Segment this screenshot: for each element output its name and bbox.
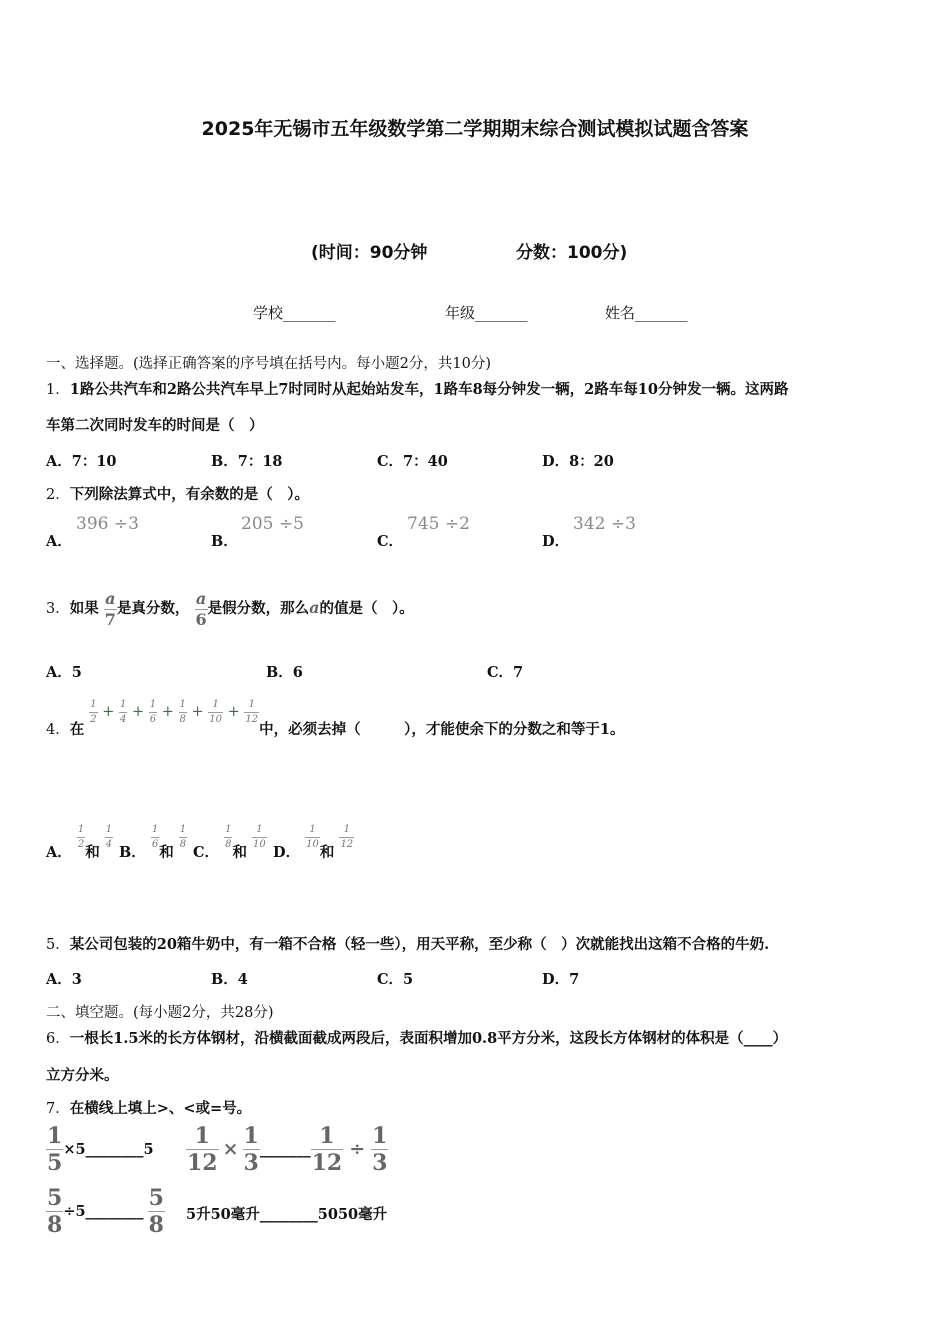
plus-sign: + [191,704,204,720]
numerator: a [105,588,116,608]
question-number: 4． [46,722,70,738]
q1-option-a[interactable]: A．7：10 [46,453,117,470]
fraction-1-12: $\frac{1}{12}$ [187,1122,218,1176]
fraction-1-12: $\frac{1}{12}$ [311,1122,343,1176]
question-text: 在横线上填上>、<或=号。 [69,1100,252,1117]
q5-option-b[interactable]: B．4 [211,971,248,988]
fraction-1-10: $\frac{1}{10}$ [306,823,319,850]
question-text-post: 是假分数，那么 [207,600,310,617]
question-text-post: 中，必须去掉（ ），才能使余下的分数之和等于1。 [259,721,625,738]
score-info: 分数：100分) [516,243,628,263]
q3-option-a[interactable]: A．5 [46,664,82,681]
question-number: 5． [46,937,70,953]
fraction-sum-expression [89,682,259,742]
plus-sign: + [227,704,240,720]
question-3 [46,578,414,638]
q2-expr-b: 205 ÷5 [241,514,304,534]
q7-row2-item2[interactable]: 5升50毫升________5050毫升 [186,1206,388,1223]
school-field[interactable]: 学校_______ [253,304,336,322]
question-number: 3． [46,601,70,617]
question-2 [46,483,309,504]
denominator: 7 [104,609,116,629]
fraction-1-12: $\frac{1}{12}$ [245,698,259,725]
question-text-pre: 如果 [69,600,99,617]
section-fill-heading: 二、填空题。(每小题2分，共28分) [46,1005,274,1021]
fraction-1-3: $\frac{1}{3}$ [372,1122,388,1176]
question-7 [46,1097,251,1118]
question-text: 1路公共汽车和2路公共汽车早上7时同时从起始站发车，1路车8每分钟发一辆，2路车每10分钟发一辆。这两路 [69,381,789,398]
q4-option-d[interactable]: D． $\frac{1}{10}$ 和 $\frac{1}{12}$ [273,823,354,861]
numerator: a [195,588,207,608]
question-1-line2: 车第二次同时发车的时间是（ ） [46,417,264,434]
q3-option-c[interactable]: C．7 [487,664,524,681]
plus-sign: + [161,704,174,720]
q4-option-b[interactable]: B． $\frac{1}{6}$ 和 $\frac{1}{8}$ [119,823,187,861]
q1-option-d[interactable]: D．8：20 [542,453,614,470]
question-1 [46,378,788,399]
fraction-1-4: $\frac{1}{4}$ [120,698,127,725]
fraction-1-8: $\frac{1}{8}$ [225,823,232,850]
question-5 [46,933,769,954]
question-text-pre: 在 [69,721,85,738]
q2-option-b[interactable]: B． [211,533,238,550]
question-number: 1． [46,382,70,398]
q2-expr-a: 396 ÷3 [76,514,139,534]
question-4 [46,700,624,760]
q2-expr-d: 342 ÷3 [573,514,636,534]
variable-a: a [309,598,320,617]
name-field[interactable]: 姓名_______ [605,304,688,322]
q5-option-a[interactable]: A．3 [46,971,82,988]
fraction-1-6: $\frac{1}{6}$ [151,823,159,850]
q7-row2-item1: $\frac{5}{8}$ ÷5________ $\frac{5}{8}$ [47,1184,164,1238]
fraction-1-10: $\frac{1}{10}$ [209,698,223,725]
fraction-a-over-6 [195,588,208,629]
question-text-mid: 是真分数， [116,600,190,617]
q2-option-c[interactable]: C． [377,533,404,550]
question-6-line2: 立方分米。 [46,1067,119,1084]
question-number: 6． [46,1031,70,1047]
fraction-1-12: $\frac{1}{12}$ [340,823,354,850]
time-info: (时间：90分钟 [311,243,428,263]
question-6 [46,1027,787,1048]
fraction-a-over-7 [104,588,117,629]
question-number: 7． [46,1101,70,1117]
fraction-1-2: $\frac{1}{2}$ [90,698,97,725]
question-number: 2． [46,487,70,503]
fraction-1-4: $\frac{1}{4}$ [105,823,113,850]
question-text: 一根长1.5米的长方体钢材，沿横截面截成两段后，表面积增加0.8平方分米，这段长方体钢材的体积是（____） [69,1030,788,1047]
q5-option-d[interactable]: D．7 [542,971,580,988]
denominator: 6 [195,609,207,629]
fraction-5-8: $\frac{5}{8}$ [47,1184,63,1238]
q4-option-a[interactable]: A． $\frac{1}{2}$ 和 $\frac{1}{4}$ [46,823,113,861]
q7-row1-item2: $\frac{1}{12}$ × $\frac{1}{3}$ _______ $\frac{1}{12}$ ÷ $\frac{1}{3}$ [187,1122,388,1176]
fraction-1-8: $\frac{1}{8}$ [179,823,187,850]
page-title: 2025年无锡市五年级数学第二学期期末综合测试模拟试题含答案 [201,118,749,140]
plus-sign: + [102,704,115,720]
fraction-1-8: $\frac{1}{8}$ [179,698,186,725]
fraction-1-6: $\frac{1}{6}$ [149,698,157,725]
question-text: 某公司包装的20箱牛奶中，有一箱不合格（轻一些），用天平称，至少称（ ）次就能找出这箱不合格的牛奶. [69,936,770,953]
q1-option-c[interactable]: C．7：40 [377,453,448,470]
q7-row1-item1: $\frac{1}{5}$ ×5________5 [47,1122,154,1176]
fraction-1-2: $\frac{1}{2}$ [77,823,85,850]
fraction-1-5: $\frac{1}{5}$ [47,1122,63,1176]
q1-option-b[interactable]: B．7：18 [211,453,283,470]
question-text-post2: 的值是（ ）。 [319,600,414,617]
q4-option-c[interactable]: C． $\frac{1}{8}$ 和 $\frac{1}{10}$ [193,823,266,861]
section-choice-heading: 一、选择题。(选择正确答案的序号填在括号内。每小题2分，共10分) [46,356,491,372]
q5-option-c[interactable]: C．5 [377,971,414,988]
q2-option-a[interactable]: A． [46,533,72,550]
question-text: 下列除法算式中，有余数的是（ ）。 [69,486,309,503]
q2-expr-c: 745 ÷2 [407,514,470,534]
fraction-1-10: $\frac{1}{10}$ [253,823,266,850]
q3-option-b[interactable]: B．6 [266,664,303,681]
q2-option-d[interactable]: D． [542,533,570,550]
fraction-1-3: $\frac{1}{3}$ [243,1122,259,1176]
plus-sign: + [132,704,145,720]
grade-field[interactable]: 年级_______ [445,304,528,322]
fraction-5-8: $\frac{5}{8}$ [148,1184,164,1238]
